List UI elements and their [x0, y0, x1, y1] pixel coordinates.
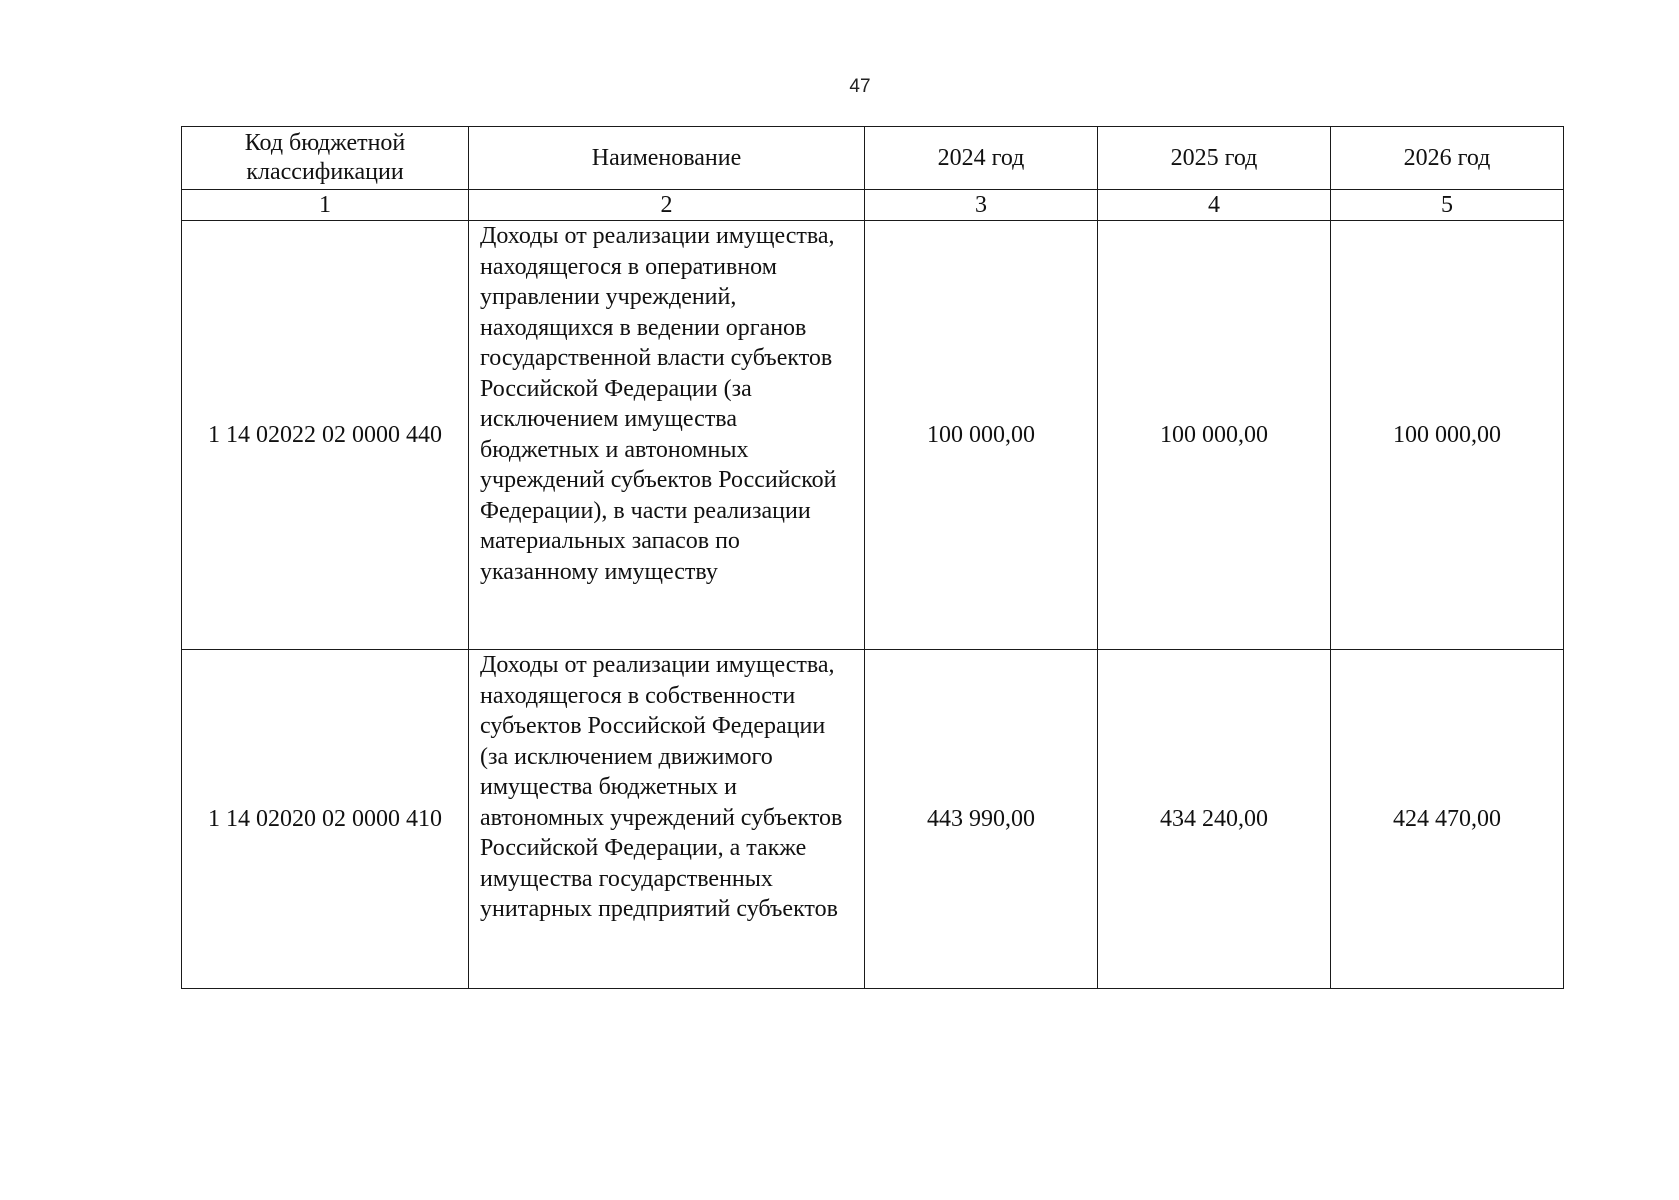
header-budget-code: Код бюджетной классификации [182, 127, 469, 190]
header-year-2024: 2024 год [865, 127, 1098, 190]
column-number: 5 [1331, 190, 1564, 221]
column-number: 1 [182, 190, 469, 221]
amount-2024-cell: 443 990,00 [865, 650, 1098, 989]
table-row [182, 221, 1564, 650]
budget-code-cell: 1 14 02020 02 0000 410 [182, 650, 469, 989]
amount-2025-cell: 434 240,00 [1098, 650, 1331, 989]
column-number: 3 [865, 190, 1098, 221]
table-row [182, 650, 1564, 989]
amount-2025-cell: 100 000,00 [1098, 221, 1331, 650]
page-number: 47 [849, 76, 871, 97]
amount-2026-cell: 424 470,00 [1331, 650, 1564, 989]
budget-revenue-table [181, 126, 1564, 989]
column-number: 2 [469, 190, 865, 221]
revenue-name-cell: Доходы от реализации имущества, находящегося в собственности субъектов Российской Федерации (за исключением движимого имущества бюджетных и автономных учреждений субъектов Российской Федерации, а также имущества государственных унитарных предприятий субъектов [469, 650, 865, 989]
header-name: Наименование [469, 127, 865, 190]
table-header-row [182, 127, 1564, 190]
column-number-row [182, 190, 1564, 221]
amount-2026-cell: 100 000,00 [1331, 221, 1564, 650]
header-year-2026: 2026 год [1331, 127, 1564, 190]
revenue-name-cell: Доходы от реализации имущества, находящегося в оперативном управлении учреждений, находящихся в ведении органов государственной власти субъектов Российской Федерации (за исключением имущества бюджетных и автономных учреждений субъектов Российской Федерации), в части реализации материальных запасов по указанному имуществу [469, 221, 865, 650]
column-number: 4 [1098, 190, 1331, 221]
header-year-2025: 2025 год [1098, 127, 1331, 190]
budget-code-cell: 1 14 02022 02 0000 440 [182, 221, 469, 650]
amount-2024-cell: 100 000,00 [865, 221, 1098, 650]
